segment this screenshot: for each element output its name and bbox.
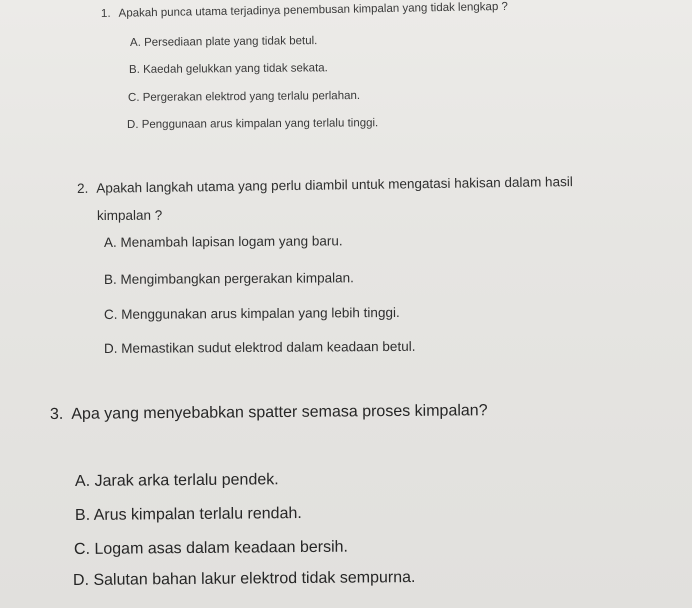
question-stem	[77, 174, 573, 196]
option-a: A. Menambah lapisan logam yang baru.	[103, 233, 343, 250]
question-text: Apakah langkah utama yang perlu diambil untuk mengatasi hakisan dalam hasil	[96, 174, 573, 196]
question-stem	[101, 1, 508, 20]
question-text: Apa yang menyebabkan spatter semasa proses kimpalan?	[71, 402, 488, 423]
option-b: B. Mengimbangkan pergerakan kimpalan.	[103, 270, 354, 287]
option-a: A. Jarak arka terlalu pendek.	[74, 471, 279, 490]
option-c: C. Pergerakan elektrod yang terlalu perlahan.	[127, 89, 361, 104]
option-b: B. Arus kimpalan terlalu rendah.	[74, 505, 302, 524]
option-d: D. Penggunaan arus kimpalan yang terlalu tinggi.	[126, 117, 379, 131]
option-b: B. Kaedah gelukkan yang tidak sekata.	[128, 62, 328, 76]
option-d: D. Memastikan sudut elektrod dalam keadaan betul.	[103, 338, 416, 356]
question-text: Apakah punca utama terjadinya penembusan kimpalan yang tidak lengkap ?	[118, 0, 508, 20]
question-number: 2.	[76, 180, 89, 196]
option-d: D. Salutan bahan lakur elektrod tidak sempurna.	[72, 569, 416, 589]
question-number: 1.	[100, 7, 111, 20]
option-c: C. Menggunakan arus kimpalan yang lebih tinggi.	[103, 304, 400, 322]
option-c: C. Logam asas dalam keadaan bersih.	[73, 538, 348, 558]
option-a: A. Persediaan plate yang tidak betul.	[129, 35, 318, 49]
question-number: 3.	[49, 405, 64, 423]
question-stem	[50, 402, 488, 424]
question-text-continued: kimpalan ?	[96, 207, 163, 223]
